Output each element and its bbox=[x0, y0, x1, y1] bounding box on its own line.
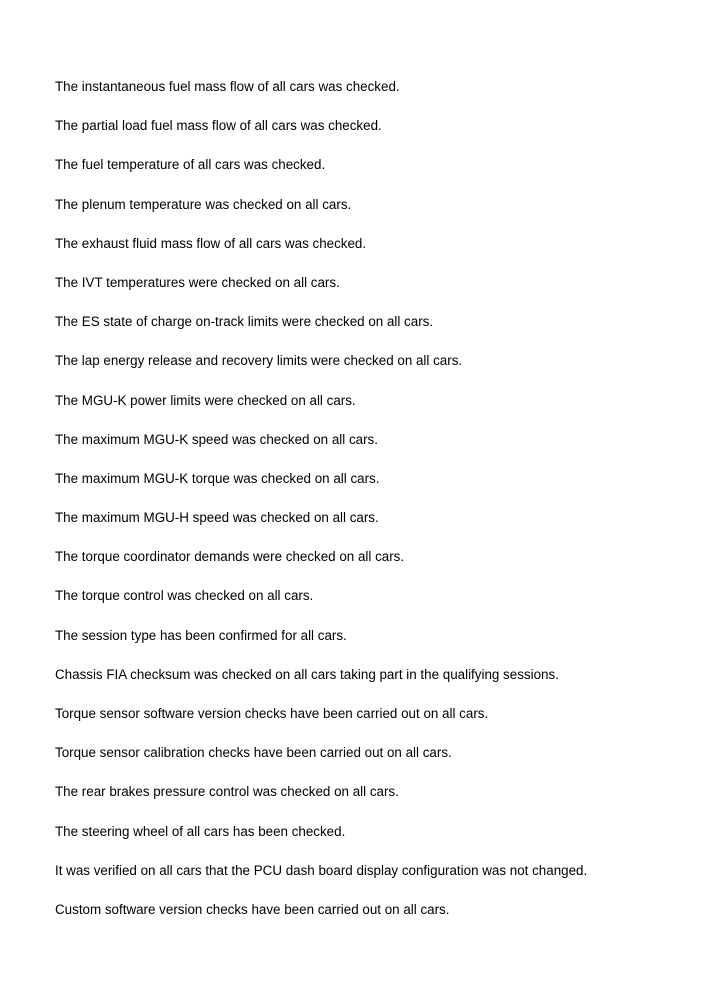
check-line-ivt-temperatures: The IVT temperatures were checked on all cars. bbox=[55, 274, 340, 290]
check-line-lap-energy-limits: The lap energy release and recovery limits were checked on all cars. bbox=[55, 353, 463, 369]
check-line-partial-load-fuel-flow: The partial load fuel mass flow of all cars was checked. bbox=[55, 118, 382, 134]
check-line-pcu-dash-board: It was verified on all cars that the PCU dash board display configuration was not changed. bbox=[55, 862, 588, 878]
check-line-fuel-temperature: The fuel temperature of all cars was checked. bbox=[55, 157, 326, 173]
check-line-mgu-h-speed: The maximum MGU-H speed was checked on all cars. bbox=[55, 510, 379, 526]
check-line-es-state-of-charge: The ES state of charge on-track limits were checked on all cars. bbox=[55, 314, 434, 330]
check-line-fuel-mass-flow: The instantaneous fuel mass flow of all cars was checked. bbox=[55, 79, 400, 94]
check-line-exhaust-fluid-flow: The exhaust fluid mass flow of all cars was checked. bbox=[55, 235, 367, 251]
check-line-torque-coordinator: The torque coordinator demands were checked on all cars. bbox=[55, 549, 405, 565]
check-line-plenum-temperature: The plenum temperature was checked on all cars. bbox=[55, 196, 352, 212]
check-line-steering-wheel: The steering wheel of all cars has been checked. bbox=[55, 823, 346, 839]
check-line-session-type: The session type has been confirmed for all cars. bbox=[55, 627, 347, 643]
check-line-chassis-checksum: Chassis FIA checksum was checked on all cars taking part in the qualifying sessions. bbox=[55, 666, 559, 682]
check-list bbox=[55, 77, 695, 939]
check-line-torque-control: The torque control was checked on all cars. bbox=[55, 588, 314, 604]
check-line-mgu-k-power: The MGU-K power limits were checked on all cars. bbox=[55, 392, 356, 408]
check-line-torque-sensor-calibration: Torque sensor calibration checks have been carried out on all cars. bbox=[55, 745, 452, 761]
check-line-rear-brakes-pressure: The rear brakes pressure control was checked on all cars. bbox=[55, 784, 399, 800]
check-line-mgu-k-torque: The maximum MGU-K torque was checked on all cars. bbox=[55, 470, 380, 486]
check-line-mgu-k-speed: The maximum MGU-K speed was checked on all cars. bbox=[55, 431, 378, 447]
check-line-custom-software: Custom software version checks have been carried out on all cars. bbox=[55, 901, 450, 917]
check-line-torque-sensor-software: Torque sensor software version checks have been carried out on all cars. bbox=[55, 706, 489, 721]
